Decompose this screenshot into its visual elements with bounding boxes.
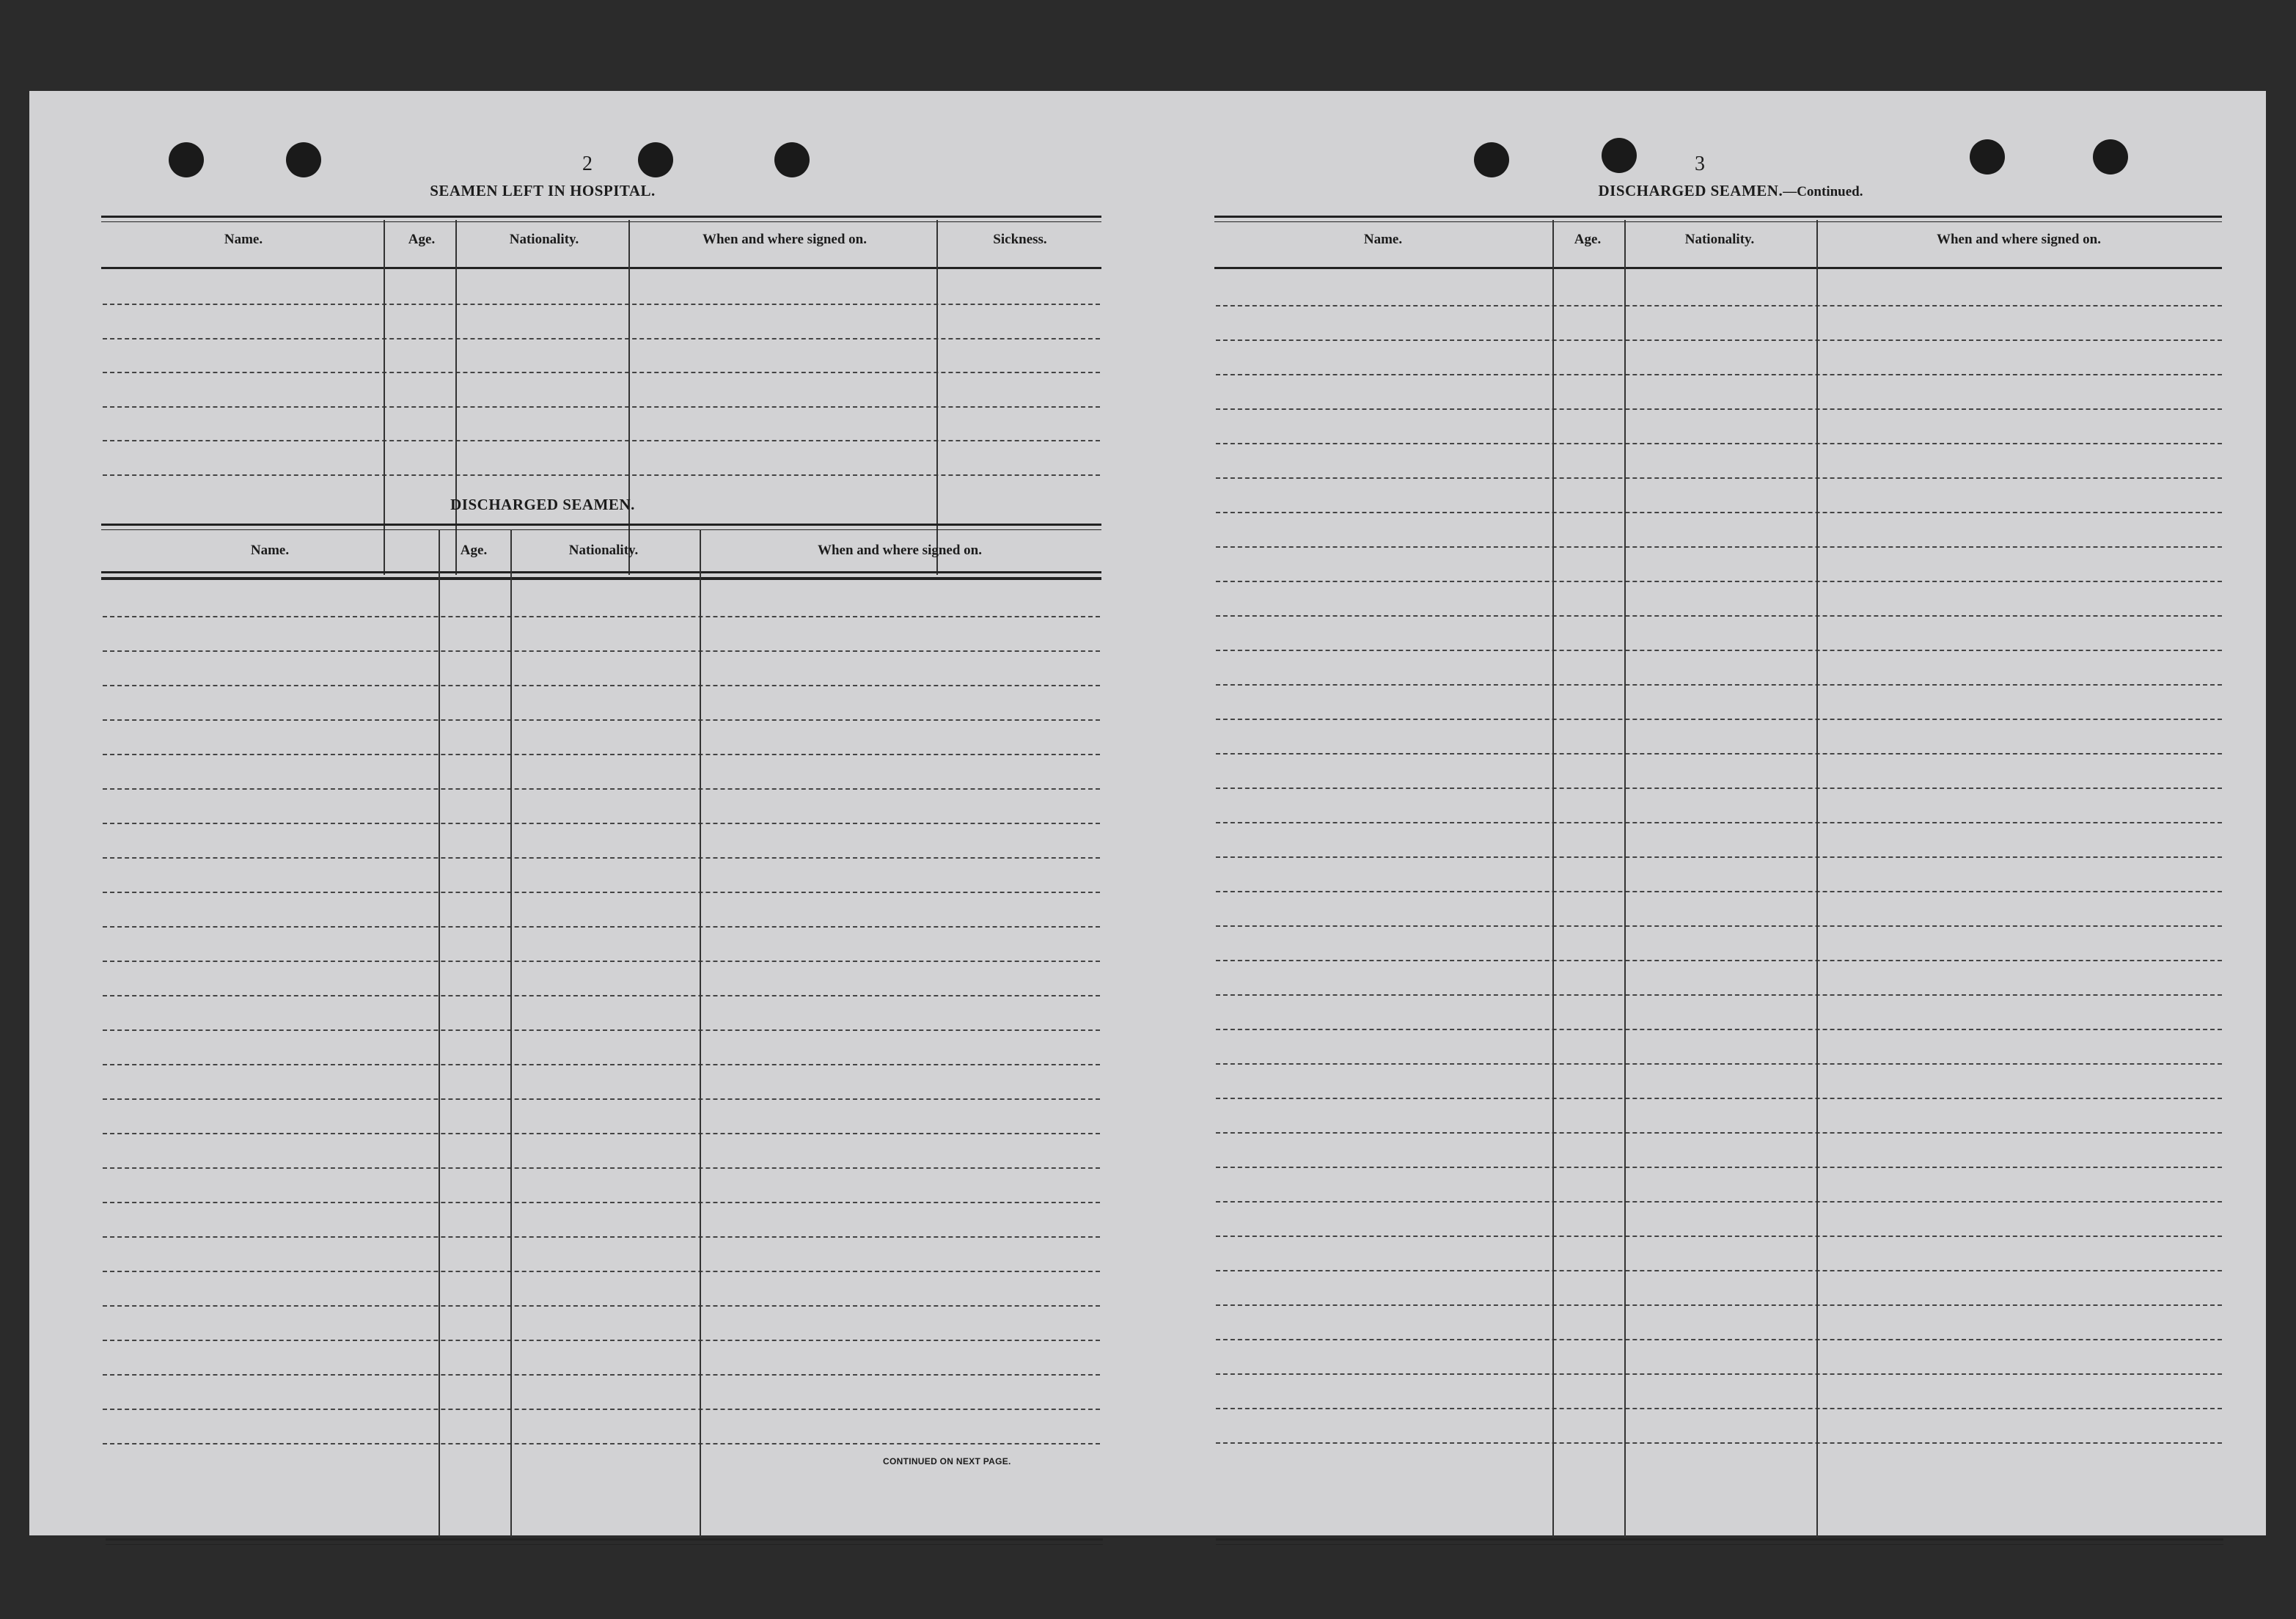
table-row [1216, 1339, 2222, 1340]
column-divider [510, 529, 512, 1537]
table-row [103, 892, 1100, 893]
column-header-nationality: Nationality. [568, 543, 639, 558]
page-number: 3 [1695, 153, 1705, 175]
table-row [1216, 1063, 2222, 1065]
table-row [103, 372, 1100, 373]
table-row [1216, 925, 2222, 927]
table-row [1216, 477, 2222, 479]
table-row [103, 685, 1100, 686]
table-row [103, 857, 1100, 859]
punch-hole [638, 142, 673, 177]
table-row [1216, 1304, 2222, 1306]
table-row [103, 788, 1100, 790]
table-row [103, 995, 1100, 996]
table-row [1216, 856, 2222, 858]
table-row [1216, 1442, 2222, 1444]
table-row [103, 1133, 1100, 1134]
table-row [1216, 1167, 2222, 1168]
table-top-rule [101, 216, 1101, 222]
punch-hole [1970, 139, 2005, 175]
table-row [1216, 1029, 2222, 1030]
column-divider [700, 529, 701, 1537]
table-row [103, 1374, 1100, 1376]
column-header-sickness: Sickness. [993, 232, 1047, 247]
column-divider [628, 220, 630, 575]
table-row [103, 304, 1100, 305]
punch-hole [1602, 138, 1637, 173]
column-divider [1552, 220, 1554, 1537]
column-divider [455, 220, 457, 575]
table-row [1216, 1098, 2222, 1099]
table-top-rule [101, 524, 1101, 530]
column-header-name: Name. [224, 232, 263, 247]
table-row [1216, 650, 2222, 651]
header-rule [1214, 267, 2222, 269]
table-row [103, 1064, 1100, 1065]
table-row [1216, 788, 2222, 789]
table-row [103, 1409, 1100, 1410]
table-row [1216, 581, 2222, 582]
page-number: 2 [582, 153, 593, 175]
table-row [1216, 1270, 2222, 1271]
table-row [1216, 994, 2222, 996]
table-row [1216, 615, 2222, 617]
header-rule [101, 578, 1101, 580]
table-row [1216, 512, 2222, 513]
column-header-name: Name. [1363, 232, 1403, 247]
table-bottom-rule [106, 1538, 1103, 1545]
table-row [103, 754, 1100, 755]
column-divider [1624, 220, 1626, 1537]
section-title-text: DISCHARGED SEAMEN. [1598, 182, 1783, 199]
table-row [103, 1236, 1100, 1238]
header-rule [101, 267, 1101, 269]
table-row [1216, 1132, 2222, 1134]
table-row [103, 1340, 1100, 1341]
table-row [103, 961, 1100, 962]
table-row [1216, 822, 2222, 823]
table-row [103, 440, 1100, 441]
table-row [103, 1098, 1100, 1100]
table-row [1216, 684, 2222, 686]
column-header-when-where: When and where signed on. [1936, 232, 2101, 247]
punch-hole [2093, 139, 2128, 175]
column-header-age: Age. [1574, 232, 1602, 247]
table-row [1216, 546, 2222, 548]
table-row [103, 650, 1100, 652]
table-row [103, 474, 1100, 476]
table-row [1216, 374, 2222, 375]
table-row [1216, 339, 2222, 341]
table-row [103, 719, 1100, 721]
column-header-when-where: When and where signed on. [702, 232, 867, 247]
table-row [103, 1202, 1100, 1203]
table-row [1216, 753, 2222, 755]
table-top-rule [1214, 216, 2222, 222]
column-divider [936, 220, 938, 575]
punch-hole [1474, 142, 1509, 177]
punch-hole [286, 142, 321, 177]
table-row [1216, 443, 2222, 444]
table-row [103, 1443, 1100, 1444]
table-row [1216, 960, 2222, 961]
table-row [1216, 1236, 2222, 1237]
column-header-age: Age. [460, 543, 488, 558]
table-row [103, 1305, 1100, 1307]
table-row [1216, 305, 2222, 306]
table-row [1216, 1201, 2222, 1203]
table-bottom-rule [1216, 1538, 2223, 1545]
discharged-section-title: DISCHARGED SEAMEN. [450, 496, 635, 513]
table-row [103, 823, 1100, 824]
document-sheet [29, 91, 2266, 1535]
table-row [1216, 1373, 2222, 1375]
punch-hole [774, 142, 810, 177]
table-row [1216, 408, 2222, 410]
section-divider-rule [101, 571, 1101, 578]
column-header-when-where: When and where signed on. [817, 543, 982, 558]
continued-note: CONTINUED ON NEXT PAGE. [883, 1456, 1011, 1466]
column-header-age: Age. [408, 232, 436, 247]
column-header-nationality: Nationality. [509, 232, 579, 247]
hospital-section-title: SEAMEN LEFT IN HOSPITAL. [430, 182, 656, 199]
table-row [1216, 1408, 2222, 1409]
punch-hole [169, 142, 204, 177]
column-header-nationality: Nationality. [1684, 232, 1755, 247]
discharged-continued-title [1481, 182, 1980, 200]
column-header-name: Name. [250, 543, 290, 558]
table-row [103, 338, 1100, 339]
table-row [1216, 719, 2222, 720]
table-row [103, 616, 1100, 617]
table-row [103, 1271, 1100, 1272]
column-divider [384, 220, 385, 575]
table-row [1216, 891, 2222, 892]
continued-suffix: —Continued. [1783, 184, 1863, 199]
table-row [103, 1167, 1100, 1169]
column-divider [1816, 220, 1818, 1537]
table-row [103, 926, 1100, 928]
column-divider [439, 529, 440, 1537]
table-row [103, 1029, 1100, 1031]
table-row [103, 406, 1100, 408]
